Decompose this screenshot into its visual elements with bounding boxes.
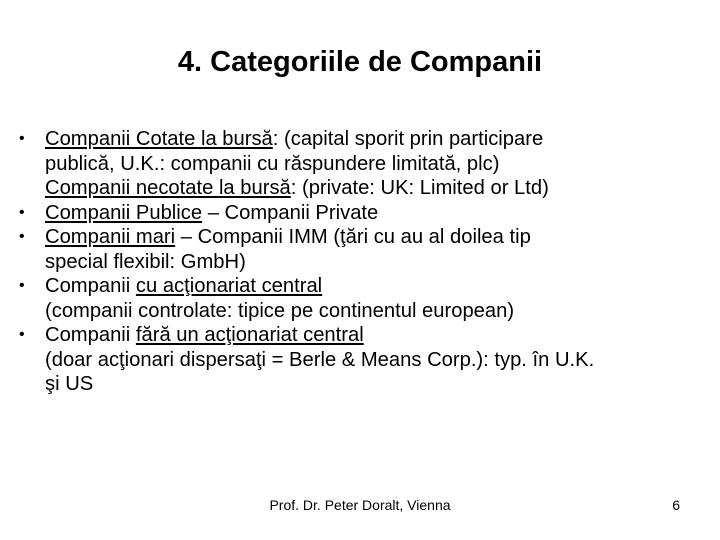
bullet-icon: • xyxy=(19,326,25,343)
bullet-list xyxy=(19,127,709,397)
bullet-item-dispersed-shareholding xyxy=(19,323,709,397)
bullet-text: – Companii IMM (ţări cu au al doilea tip xyxy=(175,226,531,248)
underlined-term: Companii Cotate la bursă xyxy=(45,128,273,150)
bullet-line: şi US xyxy=(45,373,94,395)
bullet-text: : (private: UK: Limited or Ltd) xyxy=(290,177,549,199)
bullet-item-central-shareholding xyxy=(19,274,709,323)
bullet-text: – Companii Private xyxy=(202,201,379,224)
bullet-icon: • xyxy=(19,130,25,147)
slide-title: 4. Categoriile de Companii xyxy=(177,46,543,78)
bullet-text: Companii xyxy=(45,324,136,346)
bullet-line: (companii controlate: tipice pe continentul european) xyxy=(45,299,515,322)
bullet-line xyxy=(45,323,709,348)
bullet-line xyxy=(45,274,709,299)
page-number: 6 xyxy=(672,497,680,513)
bullet-icon: • xyxy=(19,277,25,294)
underlined-term: Companii Publice xyxy=(45,201,203,224)
bullet-item-large-companies xyxy=(19,225,709,274)
underlined-term: cu acţionariat central xyxy=(135,275,323,297)
footer-author: Prof. Dr. Peter Doralt, Vienna xyxy=(269,497,451,513)
bullet-item-public-companies xyxy=(19,201,709,226)
bullet-line xyxy=(45,176,709,201)
underlined-term: Companii mari xyxy=(45,226,176,248)
bullet-line: publică, U.K.: companii cu răspundere limitată, plc) xyxy=(45,152,500,175)
bullet-icon: • xyxy=(19,228,25,245)
bullet-icon: • xyxy=(19,203,25,221)
underlined-term: fără un acţionariat central xyxy=(135,324,364,346)
underlined-term: Companii necotate la bursă xyxy=(45,177,291,199)
bullet-line xyxy=(45,201,709,226)
bullet-text: : (capital sporit prin participare xyxy=(272,128,544,150)
bullet-line: (doar acţionari dispersaţi = Berle & Means Corp.): typ. în U.K. xyxy=(45,348,595,371)
bullet-text: Companii xyxy=(45,275,136,297)
bullet-line xyxy=(45,225,709,250)
bullet-line: special flexibil: GmbH) xyxy=(45,250,246,273)
bullet-item-listed-companies xyxy=(19,127,709,201)
bullet-line xyxy=(45,127,709,152)
